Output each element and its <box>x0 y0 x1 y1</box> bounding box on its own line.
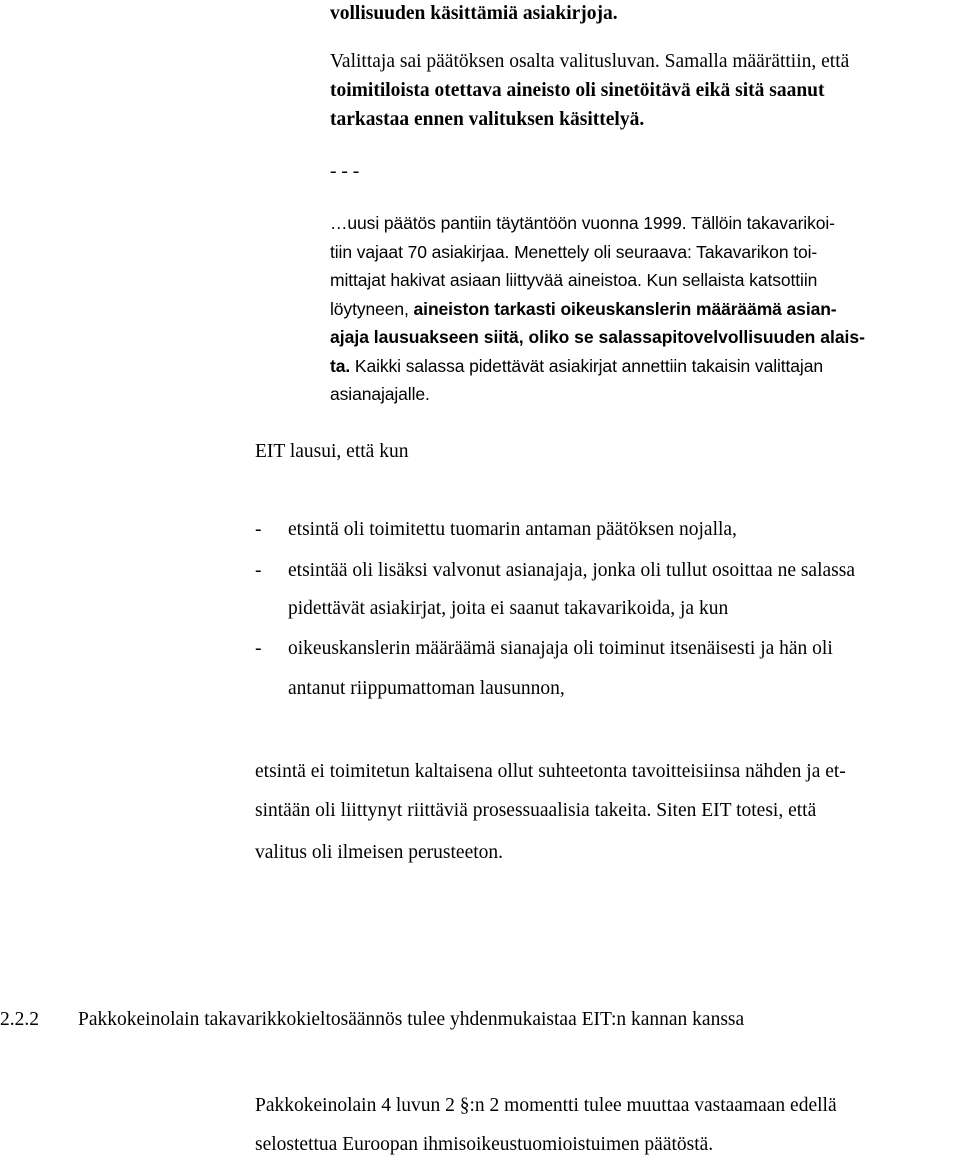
conclusion-line: sintään oli liittynyt riittäviä prosessuaalisia takeita. Siten EIT totesi, että <box>255 800 817 821</box>
quote-top-line: vollisuuden käsittämiä asiakirjoja. <box>330 3 618 24</box>
bullet-dash: - <box>255 638 262 659</box>
eit-intro: EIT lausui, että kun <box>255 441 409 462</box>
quote-para2-bold: ta. <box>330 356 351 376</box>
bullet-text: etsintä oli toimitettu tuomarin antaman päätöksen nojalla, <box>288 519 737 540</box>
final-para-line: selostettua Euroopan ihmisoikeustuomioistuimen päätöstä. <box>255 1134 714 1155</box>
quote-para1-line: toimitiloista otettava aineisto oli sinetöitävä eikä sitä saanut <box>330 80 825 101</box>
final-para-line: Pakkokeinolain 4 luvun 2 §:n 2 momentti tulee muuttaa vastaamaan edellä <box>255 1095 837 1116</box>
bullet-text: oikeuskanslerin määräämä sianajaja oli toiminut itsenäisesti ja hän oli <box>288 638 833 659</box>
bullet-text: pidettävät asiakirjat, joita ei saanut takavarikoida, ja kun <box>288 598 729 619</box>
quote-para2-line: mittajat hakivat asiaan liittyvää aineistoa. Kun sellaista katsottiin <box>330 270 818 290</box>
quote-para2-line: tiin vajaat 70 asiakirjaa. Menettely oli seuraava: Takavarikon toi- <box>330 242 818 262</box>
conclusion-line: etsintä ei toimitetun kaltaisena ollut suhteetonta tavoitteisiinsa nähden ja et- <box>255 761 846 782</box>
section-title: Pakkokeinolain takavarikkokieltosäännös tulee yhdenmukaistaa EIT:n kannan kanssa <box>78 1009 745 1030</box>
quote-separator: - - - <box>330 161 360 182</box>
quote-para2-line: asianajajalle. <box>330 384 430 404</box>
quote-para2-line: ajaja lausuakseen siitä, oliko se salassapitovelvollisuuden alais- <box>330 327 865 347</box>
quote-para2-text: Kaikki salassa pidettävät asiakirjat annettiin takaisin valittajan <box>350 356 823 376</box>
bullet-dash: - <box>255 519 262 540</box>
section-number: 2.2.2 <box>0 1009 39 1030</box>
bullet-dash: - <box>255 560 262 581</box>
quote-para2-line <box>330 297 837 321</box>
quote-para2-line: …uusi päätös pantiin täytäntöön vuonna 1999. Tällöin takavarikoi- <box>330 213 835 233</box>
quote-para2-bold: aineiston tarkasti oikeuskanslerin määräämä asian- <box>413 299 837 319</box>
quote-para2-text: löytyneen, <box>330 299 414 319</box>
quote-para1-line: Valittaja sai päätöksen osalta valitusluvan. Samalla määrättiin, että <box>330 51 850 72</box>
quote-para2-line <box>330 354 823 378</box>
quote-para1-line: tarkastaa ennen valituksen käsittelyä. <box>330 109 645 130</box>
conclusion-line: valitus oli ilmeisen perusteeton. <box>255 842 504 863</box>
bullet-text: antanut riippumattoman lausunnon, <box>288 678 565 699</box>
bullet-text: etsintää oli lisäksi valvonut asianajaja, jonka oli tullut osoittaa ne salassa <box>288 560 855 581</box>
